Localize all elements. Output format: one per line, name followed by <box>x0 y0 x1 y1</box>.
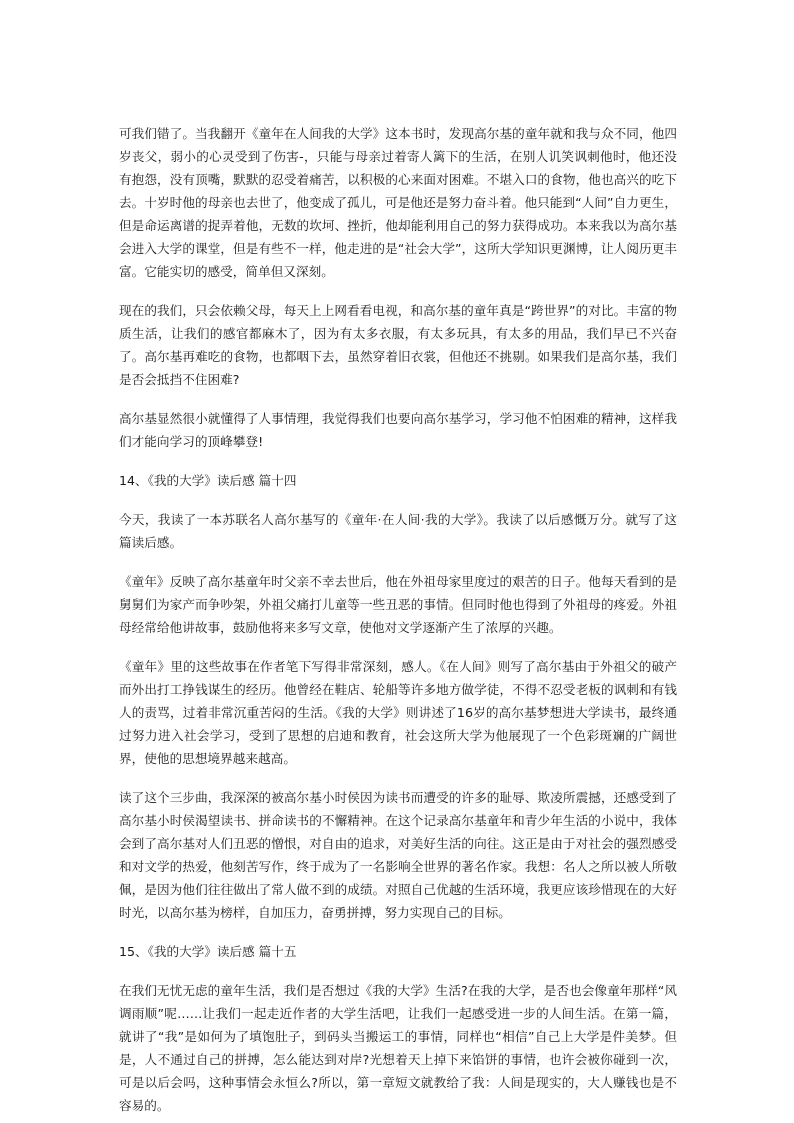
paragraph-1: 可我们错了。当我翻开《童年在人间我的大学》这本书时，发现高尔基的童年就和我与众不同，他四岁丧父，弱小的心灵受到了伤害-，只能与母亲过着寄人篱下的生活，在别人讥笑讽刺他时，他还没有抱怨，没有顶嘴，默默的忍受着痛苦，以积极的心来面对困难。不堪入口的食物，他也高兴的吃下去。十岁时他的母亲也去世了，他变成了孤儿，可是他还是努力奋斗着。他只能到“人间”自力更生，但是命运离谱的捉弄着他，无数的坎坷、挫折，他却能利用自己的努力获得成功。本来我以为高尔基会进入大学的课堂，但是有些不一样，他走进的是“社会大学”，这所大学知识更渊博，让人阅历更丰富。它能实切的感受，简单但又深刻。 <box>119 126 677 279</box>
paragraph-gap <box>119 924 677 940</box>
paragraph-7: 读了这个三步曲，我深深的被高尔基小时侯因为读书而遭受的许多的耻辱、欺凌所震撼，还感受到了高尔基小时侯渴望读书、拼命读书的不懈精神。在这个记录高尔基童年和青少年生活的小说中，我体会到了高尔基对人们丑恶的憎恨，对自由的追求，对美好生活的向往。这正是由于对社会的强烈感受和对文学的热爱，他刻苦写作，终于成为了一名影响全世界的著名作家。我想：名人之所以被人所敬佩，是因为他们往往做出了常人做不到的成绩。对照自己优越的生活环境，我更应该珍惜现在的大好时光，以高尔基为榜样，自加压力，奋勇拼搏，努力实现自己的目标。 <box>119 790 677 920</box>
paragraph-6: 《童年》里的这些故事在作者笔下写得非常深刻，感人。《在人间》则写了高尔基由于外祖父的破产而外出打工挣钱谋生的经历。他曾经在鞋店、轮船等许多地方做学徒，不得不忍受老板的讽刺和有钱人的责骂，过着非常沉重苦闷的生活。《我的大学》则讲述了16岁的高尔基梦想进大学读书，最终通过努力进入社会学习，受到了思想的启迪和教育，社会这所大学为他展现了一个色彩斑斓的广阔世界，使他的思想境界越来越高。 <box>119 659 677 766</box>
section-heading-15: 15、《我的大学》读后感 篇十五 <box>119 944 297 959</box>
document-body <box>119 122 677 1117</box>
section-heading-14: 14、《我的大学》读后感 篇十四 <box>119 473 297 488</box>
paragraph-4: 今天，我读了一本苏联名人高尔基写的《童年·在人间·我的大学》。我读了以后感慨万分。就写了这篇读后感。 <box>119 512 677 550</box>
paragraph-3: 高尔基显然很小就懂得了人事情理，我觉得我们也要向高尔基学习，学习他不怕困难的精神，这样我们才能向学习的顶峰攀登! <box>119 411 677 449</box>
paragraph-2: 现在的我们，只会依赖父母，每天上上网看看电视，和高尔基的童年真是“跨世界”的对比。丰富的物质生活，让我们的感官都麻木了，因为有太多衣服，有太多玩具，有太多的用品，我们早已不兴奋了。高尔基再难吃的食物，也都咽下去，虽然穿着旧衣裳，但他还不挑剔。如果我们是高尔基，我们是否会抵挡不住困难? <box>119 303 677 387</box>
paragraph-gap <box>119 639 677 655</box>
paragraph-gap <box>119 283 677 299</box>
paragraph-gap <box>119 492 677 508</box>
paragraph-gap <box>119 963 677 979</box>
paragraph-gap <box>119 453 677 469</box>
paragraph-8: 在我们无忧无虑的童年生活，我们是否想过《我的大学》生活?在我的大学，是否也会像童年那样“风调雨顺”呢……让我们一起走近作者的大学生活吧，让我们一起感受进一步的人间生活。在第一篇，就讲了“我”是如何为了填饱肚子，到码头当搬运工的事情，同样也“相信”自己上大学是件美梦。但是，人不通过自己的拼搏，怎么能达到对岸?光想着天上掉下来馅饼的事情，也许会被你碰到一次，可是以后会吗，这种事情会永恒么?所以，第一章短文就教给了我：人间是现实的，大人赚钱也是不容易的。 <box>119 983 677 1113</box>
paragraph-5: 《童年》反映了高尔基童年时父亲不幸去世后，他在外祖母家里度过的艰苦的日子。他每天看到的是舅舅们为家产而争吵架，外祖父痛打儿童等一些丑恶的事情。但同时他也得到了外祖母的疼爱。外祖母经常给他讲故事，鼓励他将来多写文章，使他对文学逐渐产生了浓厚的兴趣。 <box>119 574 677 635</box>
paragraph-gap <box>119 770 677 786</box>
paragraph-gap <box>119 554 677 570</box>
paragraph-gap <box>119 391 677 407</box>
